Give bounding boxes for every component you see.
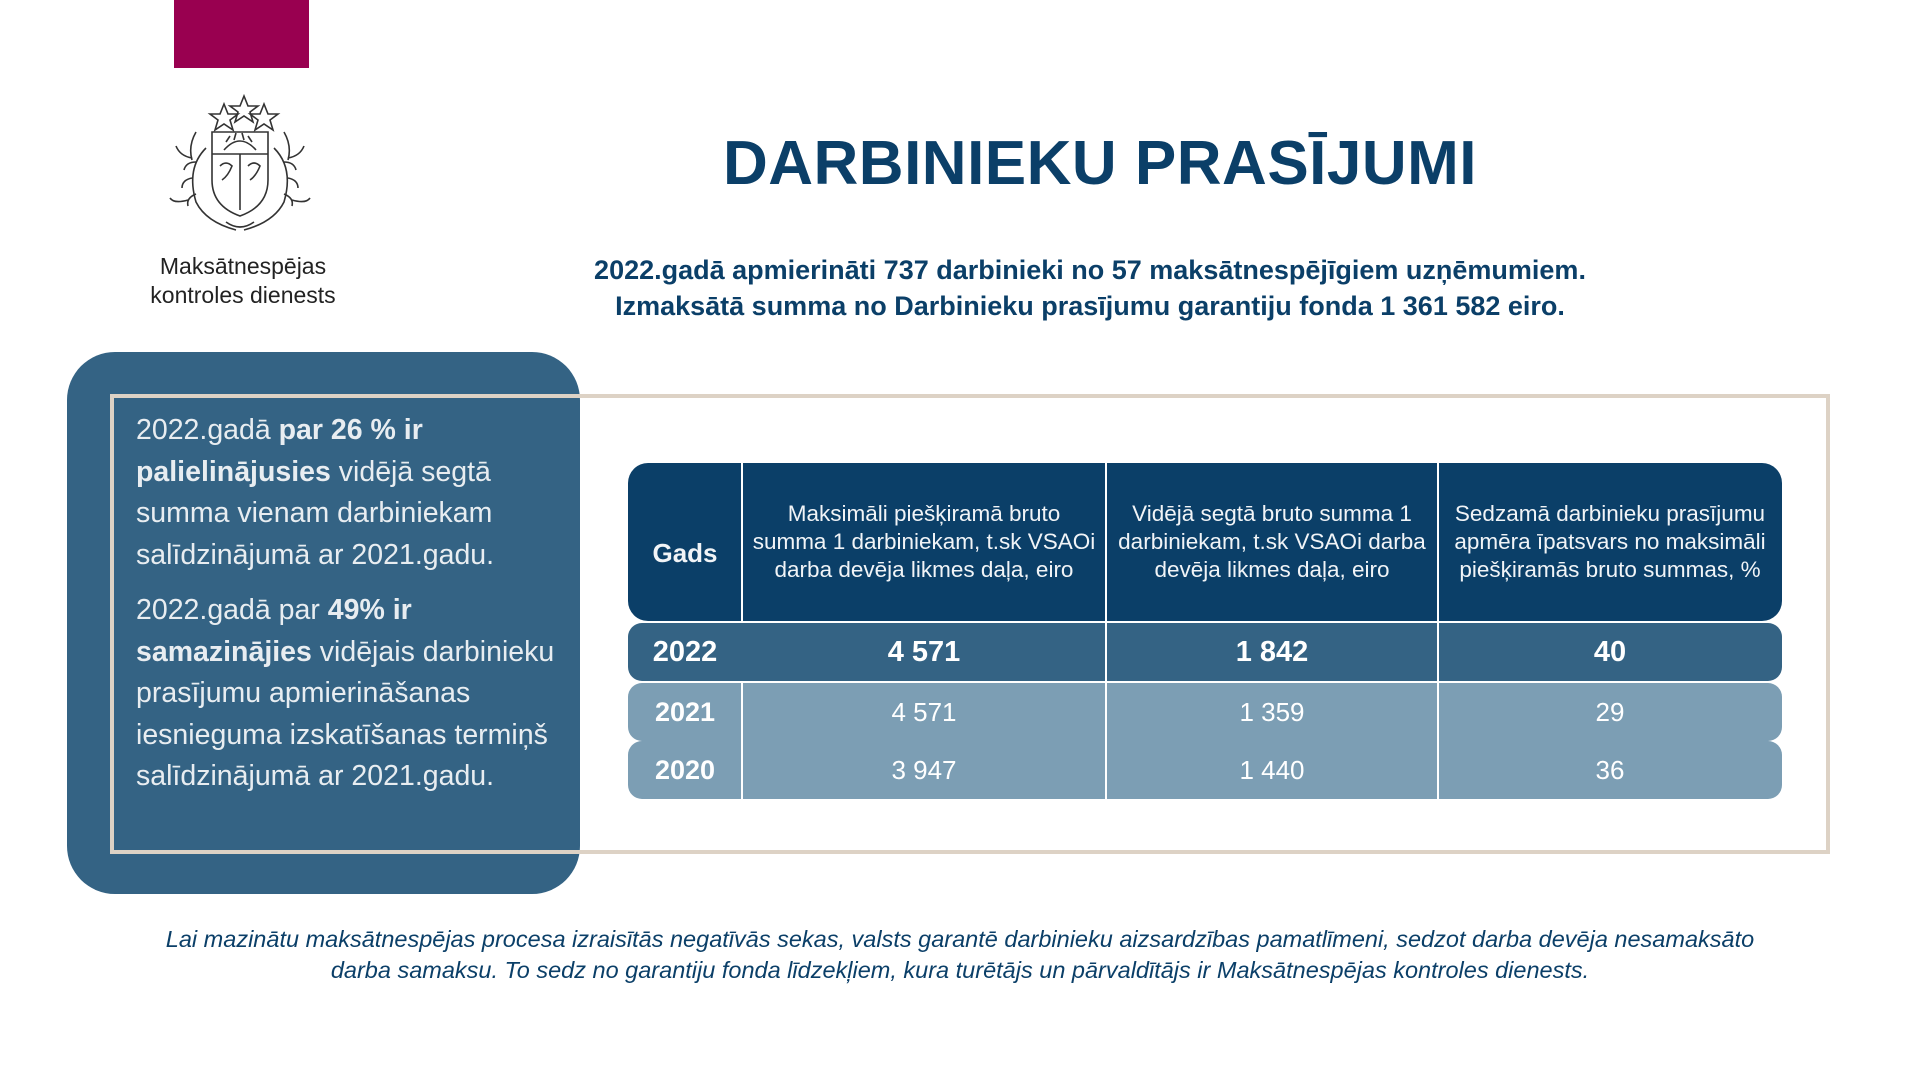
table-row: [628, 683, 1782, 741]
header-year: Gads: [652, 538, 718, 568]
organization-name: [120, 252, 366, 310]
row-max-gross: 4 571: [887, 635, 961, 668]
row-avg-covered: 1 842: [1235, 635, 1309, 668]
column-divider: [741, 683, 743, 741]
table-row: [628, 623, 1782, 681]
footnote-line1: Lai mazinātu maksātnespējas procesa izraisītās negatīvās sekas, valsts garantē darbinieku aizsardzības pamatlīmeni, sedzot darba devēja nesamaksāto: [165, 926, 1755, 952]
summary-line1: 2022.gadā apmierināti 737 darbinieki no 57 maksātnespējīgiem uzņēmumiem.: [594, 255, 1586, 285]
organization-name-line1: Maksātnespējas: [159, 253, 327, 279]
highlights-text: [136, 410, 556, 812]
highlight-2-bold: 49% ir samazinājies: [136, 594, 412, 668]
highlight-paragraph-2: [136, 590, 556, 798]
highlight-2-pre: 2022.gadā par: [136, 594, 328, 626]
column-divider: [1105, 741, 1107, 799]
footnote-line2: darba samaksu. To sedz no garantiju fonda līdzekļiem, kura turētājs un pārvaldītājs ir Maksātnespējas kontroles dienests.: [330, 957, 1590, 983]
latvia-coat-of-arms-icon: [166, 92, 314, 238]
row-avg-covered: 1 359: [1239, 696, 1305, 727]
column-divider: [1105, 463, 1107, 621]
header-avg-covered: Vidējā segtā bruto summa 1 darbiniekam, t.sk VSAOi darba devēja likmes daļa, eiro: [1118, 501, 1426, 582]
summary-line2: Izmaksātā summa no Darbinieku prasījumu garantiju fonda 1 361 582 eiro.: [615, 291, 1565, 321]
page-title: DARBINIEKU PRASĪJUMI: [722, 129, 1478, 198]
column-divider: [1105, 683, 1107, 741]
highlight-paragraph-1: [136, 410, 556, 576]
highlight-1-post: vidējā segtā summa vienam darbiniekam salīdzinājumā ar 2021.gadu.: [136, 455, 495, 571]
footnote: [100, 924, 1820, 986]
column-divider: [741, 463, 743, 621]
header-max-gross: Maksimāli piešķiramā bruto summa 1 darbiniekam, t.sk VSAOi darba devēja likmes daļa, eiro: [752, 501, 1096, 582]
organization-name-line2: kontroles dienests: [150, 282, 336, 308]
row-share: 29: [1595, 696, 1625, 727]
header-share: Sedzamā darbinieku prasījumu apmēra īpatsvars no maksimāli piešķiramās bruto summas, %: [1454, 501, 1766, 582]
row-avg-covered: 1 440: [1239, 754, 1305, 785]
row-year: 2020: [654, 754, 716, 785]
row-year: 2021: [654, 696, 716, 727]
row-max-gross: 4 571: [891, 696, 957, 727]
summary-text: [540, 252, 1640, 324]
highlight-1-pre: 2022.gadā: [136, 414, 279, 446]
row-share: 36: [1595, 754, 1625, 785]
column-divider: [1437, 463, 1439, 621]
table-row: [628, 741, 1782, 799]
column-divider: [1105, 623, 1107, 681]
highlight-1-bold: par 26 % ir palielinājusies: [136, 414, 423, 488]
table-header: [628, 463, 1782, 621]
column-divider: [1437, 741, 1439, 799]
column-divider: [741, 741, 743, 799]
claims-table: [628, 463, 1782, 803]
brand-color-bar: [174, 0, 309, 68]
column-divider: [1437, 623, 1439, 681]
row-year: 2022: [652, 635, 718, 668]
column-divider: [1437, 683, 1439, 741]
row-share: 40: [1593, 635, 1627, 668]
highlight-2-post: vidējais darbinieku prasījumu apmierināšanas iesnieguma izskatīšanas termiņš salīdzinājumā ar 2021.gadu.: [136, 635, 555, 792]
row-max-gross: 3 947: [891, 754, 957, 785]
